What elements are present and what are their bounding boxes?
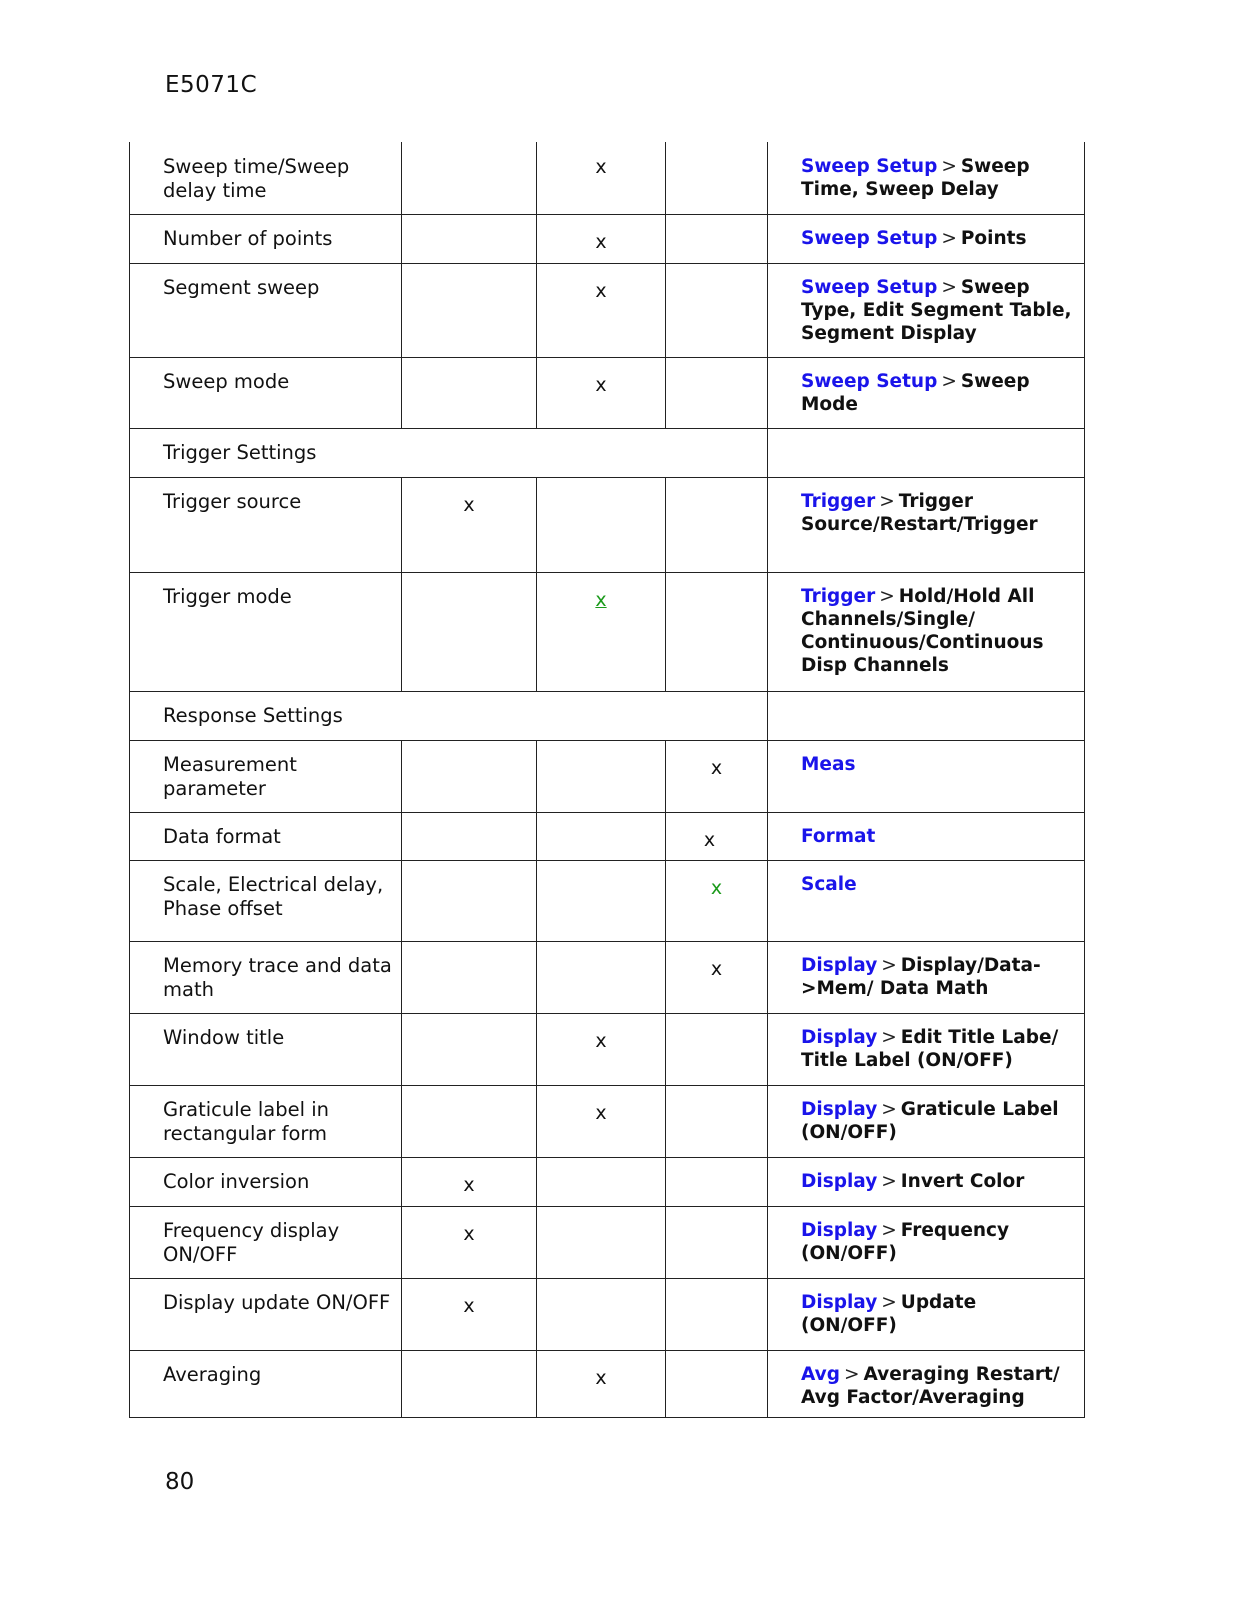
menu-path: Display > Edit Title Labe/ Title Label (ON/OFF) — [768, 1013, 1085, 1085]
mark-x: x — [402, 1278, 537, 1350]
menu-path: Trigger > Hold/Hold All Channels/Single/ Continuous/Continuous Disp Channels — [768, 572, 1085, 691]
table-row — [130, 1157, 1085, 1206]
menu-link[interactable]: Display — [801, 1026, 878, 1048]
mark-x: x — [537, 1350, 666, 1417]
row-label: Measurement parameter — [130, 740, 402, 812]
row-label: Graticule label in rectangular form — [130, 1085, 402, 1157]
row-label: Number of points — [130, 214, 402, 263]
mark-x: x — [537, 1013, 666, 1085]
mark-x: x — [666, 740, 768, 812]
table-row — [130, 812, 1085, 860]
menu-link[interactable]: Display — [801, 1098, 878, 1120]
mark-x: x — [402, 477, 537, 572]
menu-path: Display > Frequency (ON/OFF) — [768, 1206, 1085, 1278]
table-row — [130, 740, 1085, 812]
mark-x: x — [402, 1206, 537, 1278]
mark-x: x — [537, 263, 666, 357]
section-row — [130, 428, 1085, 477]
mark-x: x — [537, 214, 666, 263]
mark-x: x — [537, 1085, 666, 1157]
table-row — [130, 1350, 1085, 1417]
row-label: Frequency display ON/OFF — [130, 1206, 402, 1278]
table-row — [130, 357, 1085, 428]
menu-link[interactable]: Display — [801, 954, 878, 976]
menu-path: Avg > Averaging Restart/ Avg Factor/Averaging — [768, 1350, 1085, 1417]
section-row — [130, 691, 1085, 740]
mark-x: x — [402, 1157, 537, 1206]
table-row — [130, 1278, 1085, 1350]
mark-x: x — [666, 860, 768, 941]
row-label: Data format — [130, 812, 402, 860]
menu-link[interactable]: Sweep Setup — [801, 156, 938, 177]
menu-link[interactable]: Scale — [801, 873, 857, 895]
table-row — [130, 477, 1085, 572]
row-label: Memory trace and data math — [130, 941, 402, 1013]
menu-path: Sweep Setup > Sweep Mode — [768, 357, 1085, 428]
settings-table — [129, 142, 1085, 1418]
page-header: E5071C — [165, 72, 258, 98]
mark-x[interactable]: x — [537, 572, 666, 691]
menu-link[interactable]: Display — [801, 1170, 878, 1192]
mark-x: x — [666, 812, 768, 860]
mark-x: x — [537, 357, 666, 428]
row-label: Scale, Electrical delay, Phase offset — [130, 860, 402, 941]
menu-path: Display > Update (ON/OFF) — [768, 1278, 1085, 1350]
table-row — [130, 1013, 1085, 1085]
row-label: Window title — [130, 1013, 402, 1085]
row-label: Averaging — [130, 1350, 402, 1417]
table-row — [130, 1206, 1085, 1278]
table-row — [130, 263, 1085, 357]
menu-path: Display > Display/Data- >Mem/ Data Math — [768, 941, 1085, 1013]
row-label: Segment sweep — [130, 263, 402, 357]
menu-link[interactable]: Meas — [801, 753, 856, 775]
menu-path: Sweep Setup > Sweep Type, Edit Segment Table, Segment Display — [768, 263, 1085, 357]
table-row — [130, 142, 1085, 214]
row-label: Sweep mode — [130, 357, 402, 428]
menu-path: Sweep Setup > Points — [768, 214, 1085, 263]
menu-link[interactable]: Display — [801, 1219, 878, 1241]
menu-path: Display > Invert Color — [768, 1157, 1085, 1206]
row-label: Display update ON/OFF — [130, 1278, 402, 1350]
row-label: Color inversion — [130, 1157, 402, 1206]
menu-link[interactable]: Trigger — [801, 585, 876, 607]
table-row — [130, 214, 1085, 263]
table-row — [130, 941, 1085, 1013]
table-row — [130, 860, 1085, 941]
section-title: Trigger Settings — [130, 428, 768, 477]
menu-link[interactable]: Sweep Setup — [801, 276, 938, 298]
menu-path — [768, 860, 1085, 941]
menu-path — [768, 812, 1085, 860]
menu-link[interactable]: Avg — [801, 1363, 840, 1385]
mark-x: x — [537, 142, 666, 214]
menu-path — [768, 740, 1085, 812]
menu-path: Display > Graticule Label (ON/OFF) — [768, 1085, 1085, 1157]
table-row — [130, 1085, 1085, 1157]
section-title: Response Settings — [130, 691, 768, 740]
page-number: 80 — [165, 1469, 195, 1495]
table-row — [130, 572, 1085, 691]
mark-x: x — [666, 941, 768, 1013]
row-label: Sweep time/Sweep delay time — [130, 142, 402, 214]
row-label: Trigger source — [130, 477, 402, 572]
menu-path: Sweep Setup > Sweep Time, Sweep Delay — [768, 142, 1085, 214]
row-label: Trigger mode — [130, 572, 402, 691]
menu-link[interactable]: Display — [801, 1291, 878, 1313]
menu-link[interactable]: Sweep Setup — [801, 227, 938, 249]
menu-link[interactable]: Trigger — [801, 490, 876, 512]
menu-link[interactable]: Format — [801, 825, 876, 847]
menu-link[interactable]: Sweep Setup — [801, 370, 938, 392]
menu-path: Trigger > Trigger Source/Restart/Trigger — [768, 477, 1085, 572]
